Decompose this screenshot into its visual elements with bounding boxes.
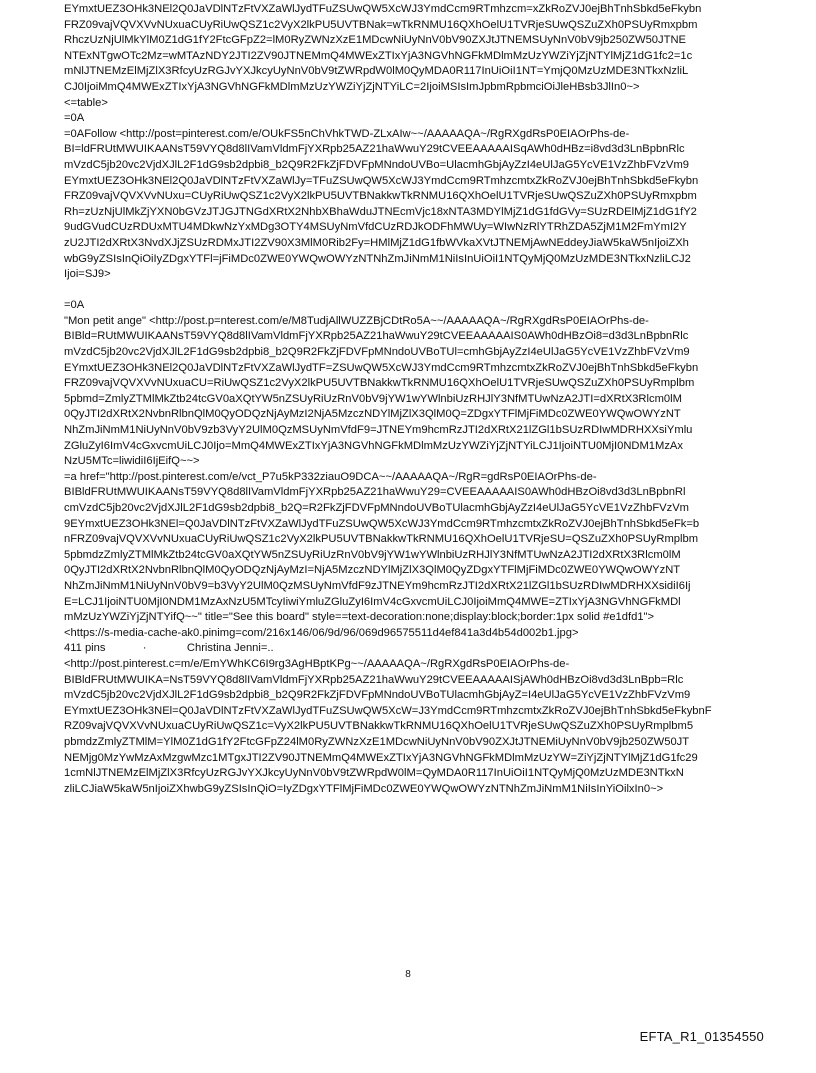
text-line: zliLCJiaW5kaW5nIjoiZXhwbG9yZSIsInQiO=IyZDgxYTFlMjFiMDc0ZWE0YWQwOWYzNTNhZmJiNmM1NiIsInYiOilxIn0~> bbox=[64, 782, 664, 795]
text-line: NhZmJiNmM1NiUyNnV0bV9zb3VyY2UlM0QzMSUyNmVfdF9=JTNEYm9hcmRzJTI2dXRtX21lZGl1bSUzRDIwMDRHXXsiYmlu bbox=[64, 424, 693, 437]
text-line: RhczUzNjUlMkYlM0Z1dG1fY2FtcGFpZ2=lM0RyZWNzXzE1MDcwNiUyNnV0bV90ZXJtJTNEMSUyNnV0bV9jb250ZW50JTNE bbox=[64, 34, 686, 47]
text-line: BI=ldFRUtMWUIKAANsT59VYQ8d8lIVamVldmFjYXRpb25AZ21haWwuY29tCVEEAAAAAISqAWh0dHBz=i8vd3d3LnBpbnRlc bbox=[64, 143, 685, 156]
text-line: NTExNTgwOTc2Mz=wMTAzNDY2JTI2ZV90JTNEMmQ4MWExZTIxYjA3NGVhNGFkMDlmMzUzYWZiYjZjNTYlMjZ1dG1fc2=1c bbox=[64, 49, 693, 62]
text-line: FRZ09vajVQVXVvNUxuaCUyRiUwQSZ1c2VyX2lkPU5UVTBNak=wTkRNMU16QXhOelU1TVRjeSUwQSZuZXh0PSUyRmxpbm bbox=[64, 18, 698, 31]
text-line: 1cmNlJTNEMzElMjZlX3RfcyUzRGJvYXJkcyUyNnV0bV9tZWRpdW0lM=QyMDA0R117InUiOiI1NTQyMjQ0MzUzMDE3NTkxN bbox=[64, 767, 684, 780]
text-line: =0AFollow <http://post=pinterest.com/e/OUkFS5nChVhkTWD-ZLxAIw~~/AAAAAQA~/RgRXgdRsP0EIAOrPhs-de- bbox=[64, 127, 630, 140]
text-line: Rh=zUzNjUlMkZjYXN0bGVzJTJGJTNGdXRtX2NhbXBhaWduJTNEcmVjc18xNTA3MDYlMjZ1dG1fdGVy=SUzRDElMjZ1dG1fY2 bbox=[64, 205, 697, 218]
text-line: Ijoi=SJ9> bbox=[64, 268, 111, 281]
text-line: mMzUzYWZiYjZjNTYifQ~~" title="See this board" style==text-decoration:none;display:block;border:1px solid #e1dfd1"> bbox=[64, 611, 655, 624]
text-line: NhZmJiNmM1NiUyNnV0bV9=b3VyY2UlM0QzMSUyNmVfdF9zJTNEYm9hcmRzJTI2dXRtX21lZGl1bSUzRDIwMDRHXXsidiI6Ij bbox=[64, 579, 691, 592]
text-line: 9EYmxtUEZ3OHk3NEl=Q0JaVDlNTzFtVXZaWlJydTFuZSUwQW5XcWJ3YmdCcm9RTmhzcmtxZkRoZVJ0ejBhTnhSbkd5eFk=b bbox=[64, 517, 700, 530]
text-line: CJ0IjoiMmQ4MWExZTIxYjA3NGVhNGFkMDlmMzUzYWZiYjZjNTYiLC=2IjoiMSIsImJpbmRpbmciOiJleHBsb3JlIn0~> bbox=[64, 80, 640, 93]
text-line: 0QyJTI2dXRtX2NvbnRlbnQlM0QyODQzNjAyMzI=NjA5MzczNDYlMjZlX3QlM0QyZDgxYTFlMjFiMDc0ZWE0YWQwOWYzNT bbox=[64, 564, 681, 577]
text-line: <=table> bbox=[64, 96, 108, 109]
text-line: mVzdC5jb20vc2VjdXJlL2F1dG9sb2dpbi8_b2Q9R2FkZjFDVFpMNndoUVBo=UlacmhGbjAyZzI4eUlJaG5YcVE1VzZhbFVzVm9 bbox=[64, 158, 690, 171]
text-line: EYmxtUEZ3OHk3NEl2Q0JaVDlNTzFtVXZaWlJy=TFuZSUwQW5XcWJ3YmdCcm9RTmhzcmtxZkRoZVJ0ejBhTnhSbkd5eFkybn bbox=[64, 174, 699, 187]
text-line: wbG9yZSIsInQiOiIyZDgxYTFl=jFiMDc0ZWE0YWQwOWYzNTNhZmJiNmM1NiIsInUiOiI1NTQyMjQ0MzUzMDE3NTkxNzliLCJ2 bbox=[64, 252, 691, 265]
text-line: RZ09vajVQVXVvNUxuaCUyRiUwQSZ1c=VyX2lkPU5UVTBNakkwTkRNMU16QXhOelU1TVRjeSUwQSZuZXh0PSUyRmplbm5 bbox=[64, 720, 694, 733]
text-line: 0QyJTI2dXRtX2NvbnRlbnQlM0QyODQzNjAyMzI2NjA5MzczNDYlMjZlX3QlM0Q=ZDgxYTFlMjFiMDc0ZWE0YWQwOWYzNT bbox=[64, 408, 681, 421]
text-line: =a href="http://post.pinterest.com/e/vct_P7u5kP332ziauO9DCA~~/AAAAAQA~/RgR=gdRsP0EIAOrPhs-de- bbox=[64, 470, 597, 483]
text-line: 5pbmd=ZmlyZTMlMkZtb24tcGV0aXQtYW5nZSUyRiUzRnV0bV9jYW1wYWlnbiUzRHJlY3NfMTUwNzA2JTI=dXRtX3Rlcm0lM bbox=[64, 392, 682, 405]
text-line: nFRZ09vajVQVXVvNUxuaCUyRiUwQSZ1c2VyX2lkPU5UVTBNakkwTkRNMU16QXhOelU1TVRjeSU=QSZuZXh0PSUyRmplbm bbox=[64, 533, 699, 546]
text-line: BIBldFRUtMWUIKA=NsT59VYQ8d8lIVamVldmFjYXRpb25AZ21haWwuY29tCVEEAAAAAISjAWh0dHBzOi8vd3d3LnBpb=Rlc bbox=[64, 673, 684, 686]
text-line: =0A bbox=[64, 299, 85, 312]
text-line: ZGluZyI6ImV4cGxvcmUiLCJ0Ijo=MmQ4MWExZTIxYjA3NGVhNGFkMDlmMzUzYWZiYjZjNTYiLCJ1IjoiNTU0MjI0NDM1MzAx bbox=[64, 439, 683, 452]
text-line bbox=[64, 283, 764, 299]
text-line: 411 pins · Christina Jenni=.. bbox=[64, 642, 274, 655]
text-line: cmVzdC5jb20vc2VjdXJlL2F1dG9sb2dpbi8_b2Q=R2FkZjFDVFpMNndoUVBoTUlacmhGbjAyZzI4eUlJaG5YcVE1VzZhbFVzVm bbox=[64, 502, 689, 514]
text-line: 5pbmdzZmlyZTMlMkZtb24tcGV0aXQtYW5nZSUyRiUzRnV0bV9jYW1wYWlnbiUzRHJlY3NfMTUwNzA2JTI2dXRtX3Rlcm0lM bbox=[64, 548, 681, 561]
text-line: 9udGVudCUzRDUxMTU4MDkwNzYxMDg3OTY4MSUyNmVfdCUzRDJkODFhMWUy=WIwNzRlYTRhZDA5ZjM1M2FmYmI2Y bbox=[64, 221, 687, 234]
text-line: zU2JTI2dXRtX3NvdXJjZSUzRDMxJTI2ZV90X3MlM0Rib2Fy=HMlMjZ1dG1fbWVkaXVtJTNEMjAwNEddeyJiaW5kaW5nIjoiZXh bbox=[64, 236, 689, 249]
text-line: BIBld=RUtMWUIKAANsT59VYQ8d8lIVamVldmFjYXRpb25AZ21haWwuY29tCVEEAAAAAIS0AWh0dHBzOi8=d3d3LnBpbnRlc bbox=[64, 330, 689, 343]
text-line: mNlJTNEMzElMjZlX3RfcyUzRGJvYXJkcyUyNnV0bV9tZWRpdW0lM0QyMDA0R117InUiOiI1NT=YmjQ0MzUzMDE3NTkxNzliL bbox=[64, 65, 689, 78]
text-line: "Mon petit ange" <http://post.p=nterest.com/e/M8TudjAllWUZZBjCDtRo5A~~/AAAAAQA~/RgRXgdRsP0EIAOrPhs-de- bbox=[64, 314, 649, 327]
text-line: EYmxtUEZ3OHk3NEl=Q0JaVDlNTzFtVXZaWlJydTFuZSUwQW5XcW=J3YmdCcm9RTmhzcmtxZkRoZVJ0ejBhTnhSbkd5eFkybnF bbox=[64, 704, 712, 717]
text-line: <http://post.pinterest.c=m/e/EmYWhKC6I9rg3AgHBptKPg~~/AAAAAQA~/RgRXgdRsP0EIAOrPhs-de- bbox=[64, 657, 570, 670]
text-line: pbmdzZmlyZTMlM=YlM0Z1dG1fY2FtcGFpZ24lM0RyZWNzXzE1MDcwNiUyNnV0bV90ZXJtJTNEMiUyNnV0bV9jb250ZW50JT bbox=[64, 735, 690, 748]
text-line: FRZ09vajVQVXVvNUxuaCU=RiUwQSZ1c2VyX2lkPU5UVTBNakkwTkRNMU16QXhOelU1TVRjeSUwQSZuZXh0PSUyRmplbm bbox=[64, 377, 695, 390]
text-line: EYmxtUEZ3OHk3NEl2Q0JaVDlNTzFtVXZaWlJydTF=ZSUwQW5XcWJ3YmdCcm9RTmhzcmtxZkRoZVJ0ejBhTnhSbkd5eFkybn bbox=[64, 361, 699, 374]
text-line: <https://s-media-cache-ak0.pinimg=com/216x146/06/9d/96/069d96575511d4ef841a3d4b54d002b1.jpg> bbox=[64, 626, 579, 639]
text-line: EYmxtUEZ3OHk3NEl2Q0JaVDlNTzFtVXZaWlJydTFuZSUwQW5XcWJ3YmdCcm9RTmhzcm=xZkRoZVJ0ejBhTnhSbkd5eFkybn bbox=[64, 3, 702, 15]
page-number: 8 bbox=[405, 969, 411, 980]
text-line: E=LCJ1IjoiNTU0MjI0NDM1MzAxNzU5MTcyIiwiYmluZGluZyI6ImV4cGxvcmUiLCJ0IjoiMmQ4MWE=ZTIxYjA3NGVhNGFkMDl bbox=[64, 595, 681, 608]
email-body-text bbox=[64, 2, 764, 797]
text-line: BIBldFRUtMWUIKAANsT59VYQ8d8lIVamVldmFjYXRpb25AZ21haWwuY29=CVEEAAAAAIS0AWh0dHBzOi8vd3d3LnBpbnRl bbox=[64, 486, 686, 499]
text-line: =0A bbox=[64, 112, 85, 125]
text-line: mVzdC5jb20vc2VjdXJlL2F1dG9sb2dpbi8_b2Q9R2FkZjFDVFpMNndoUVBoTUlacmhGbjAyZ=I4eUlJaG5YcVE1VzZhbFVzVm9 bbox=[64, 689, 691, 702]
bates-number: EFTA_R1_01354550 bbox=[639, 1029, 764, 1044]
text-line: mVzdC5jb20vc2VjdXJlL2F1dG9sb2dpbi8_b2Q9R2FkZjFDVFpMNndoUVBoTUl=cmhGbjAyZzI4eUlJaG5YcVE1VzZhbFVzVm9 bbox=[64, 346, 690, 359]
text-line: FRZ09vajVQVXVvNUxu=CUyRiUwQSZ1c2VyX2lkPU5UVTBNakkwTkRNMU16QXhOelU1TVRjeSUwQSZuZXh0PSUyRmxpbm bbox=[64, 190, 697, 203]
text-line: NEMjg0MzYwMzAxMzgwMzc1MTgxJTI2ZV90JTNEMmQ4MWExZTIxYjA3NGVhNGFkMDlmMzUzYW=ZiYjZjNTYlMjZ1dG1fc29 bbox=[64, 751, 698, 764]
text-line: NzU5MTc=liwidiI6IjEifQ~~> bbox=[64, 455, 200, 468]
